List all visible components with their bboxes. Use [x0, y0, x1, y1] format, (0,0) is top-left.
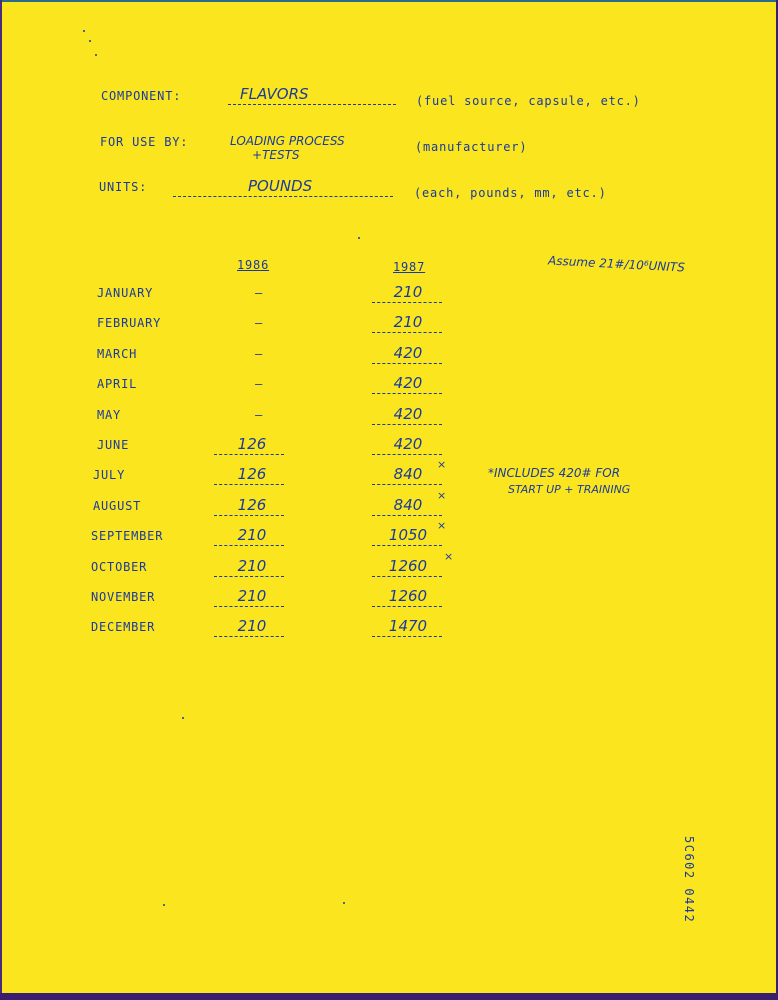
value-1986-underline	[214, 636, 284, 637]
speck	[89, 40, 91, 42]
month-label: DECEMBER	[91, 620, 156, 634]
month-label: JUNE	[97, 438, 130, 452]
component-label: COMPONENT:	[101, 89, 182, 103]
value-1987-underline	[372, 545, 442, 546]
value-1987: 840	[393, 465, 423, 483]
frame-top-edge	[0, 0, 778, 2]
footnote-line2: START UP + TRAINING	[508, 483, 631, 496]
value-1986: 126	[237, 435, 267, 453]
value-1987-underline	[372, 576, 442, 577]
value-1987: 1260	[388, 587, 428, 605]
value-1986-underline	[214, 484, 284, 485]
units-hint: (each, pounds, mm, etc.)	[414, 186, 607, 200]
value-1986: 126	[237, 465, 267, 483]
value-1986: –	[254, 347, 264, 361]
component-hint: (fuel source, capsule, etc.)	[416, 94, 641, 108]
col-header-1987: 1987	[393, 260, 426, 274]
month-label: JULY	[93, 468, 126, 482]
for-use-by-value-line2: +TESTS	[252, 148, 300, 162]
month-label: MARCH	[97, 347, 138, 361]
value-1987-underline	[372, 393, 442, 394]
units-underline	[173, 196, 393, 197]
value-1987-underline	[372, 424, 442, 425]
value-1987: 210	[393, 283, 423, 301]
value-1987: 420	[393, 344, 423, 362]
value-1986: 210	[237, 557, 267, 575]
value-1987-underline	[372, 332, 442, 333]
units-value: POUNDS	[248, 177, 313, 195]
value-1986: –	[254, 286, 264, 300]
value-1987-underline	[372, 636, 442, 637]
value-1987: 1470	[388, 617, 428, 635]
value-1986: 210	[237, 617, 267, 635]
value-1986: 210	[237, 587, 267, 605]
month-label: AUGUST	[93, 499, 142, 513]
value-1987: 420	[393, 405, 423, 423]
speck	[95, 54, 97, 56]
month-label: OCTOBER	[91, 560, 148, 574]
document-id: 5C602 0442	[682, 836, 696, 924]
value-1987-underline	[372, 454, 442, 455]
value-1986: 126	[237, 496, 267, 514]
value-1987: 420	[393, 435, 423, 453]
month-label: SEPTEMBER	[91, 529, 164, 543]
value-1986-underline	[214, 545, 284, 546]
component-value: FLAVORS	[240, 85, 309, 103]
frame-left-edge	[0, 0, 2, 1000]
value-1986-underline	[214, 606, 284, 607]
value-1986: –	[254, 316, 264, 330]
component-underline	[228, 104, 396, 105]
asterisk-mark: ×	[444, 550, 454, 563]
value-1986: 210	[237, 526, 267, 544]
for-use-by-hint: (manufacturer)	[415, 140, 528, 154]
month-label: JANUARY	[97, 286, 154, 300]
value-1987-underline	[372, 484, 442, 485]
value-1986-underline	[214, 515, 284, 516]
value-1987: 1050	[388, 526, 428, 544]
speck	[83, 30, 85, 32]
col-header-1986: 1986	[237, 258, 270, 272]
month-label: NOVEMBER	[91, 590, 156, 604]
asterisk-mark: ×	[437, 489, 447, 502]
value-1987: 1260	[388, 557, 428, 575]
for-use-by-value-line1: LOADING PROCESS	[230, 134, 345, 148]
value-1987: 840	[393, 496, 423, 514]
units-label: UNITS:	[99, 180, 148, 194]
month-label: FEBRUARY	[97, 316, 162, 330]
month-label: APRIL	[97, 377, 138, 391]
assumption-note: Assume 21#/10⁶UNITS	[547, 253, 686, 275]
footnote-line1: *INCLUDES 420# FOR	[488, 466, 621, 480]
value-1987-underline	[372, 363, 442, 364]
frame-bottom-edge	[0, 993, 778, 1000]
speck	[163, 904, 165, 906]
speck	[343, 902, 345, 904]
value-1986-underline	[214, 576, 284, 577]
asterisk-mark: ×	[437, 519, 447, 532]
speck	[182, 717, 184, 719]
speck	[358, 237, 360, 239]
value-1987: 210	[393, 313, 423, 331]
for-use-by-label: FOR USE BY:	[100, 135, 189, 149]
value-1987: 420	[393, 374, 423, 392]
value-1987-underline	[372, 515, 442, 516]
month-label: MAY	[97, 408, 122, 422]
value-1987-underline	[372, 606, 442, 607]
value-1986-underline	[214, 454, 284, 455]
asterisk-mark: ×	[437, 458, 447, 471]
value-1986: –	[254, 377, 264, 391]
value-1987-underline	[372, 302, 442, 303]
value-1986: –	[254, 408, 264, 422]
